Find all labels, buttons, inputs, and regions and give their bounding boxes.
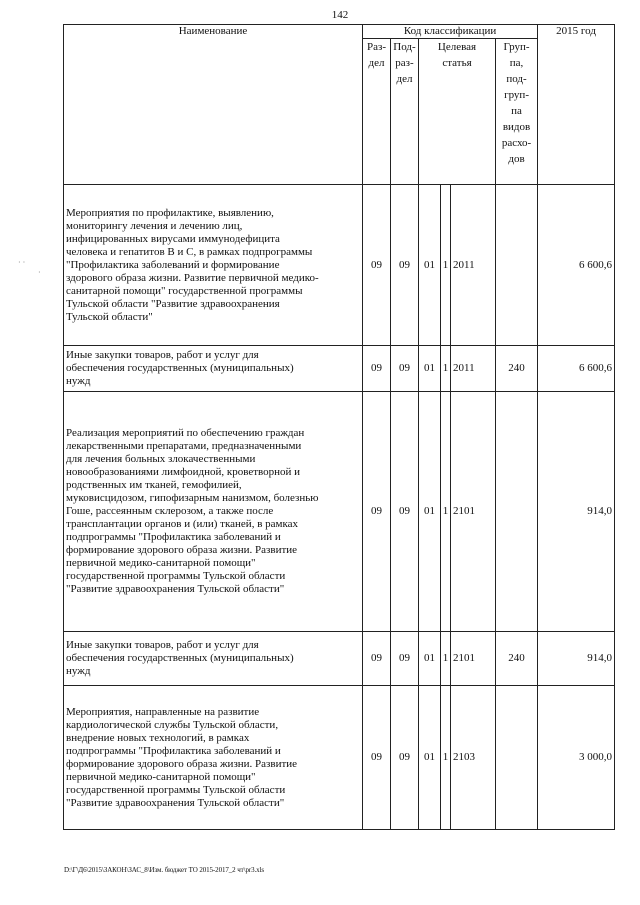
table-row (64, 392, 615, 632)
header-section (363, 39, 391, 185)
row-article-program: 01 (419, 392, 441, 632)
table-row (64, 346, 615, 392)
row-amount: 914,0 (538, 392, 615, 632)
row-section: 09 (363, 392, 391, 632)
header-classification-label: Код классификации (403, 25, 497, 37)
row-article-code: 2011 (451, 185, 496, 346)
header-expense-group (496, 39, 538, 185)
row-article-program: 01 (419, 686, 441, 830)
row-article-subprogram: 1 (441, 686, 451, 830)
row-expense-group: 240 (496, 632, 538, 686)
row-article-code: 2011 (451, 346, 496, 392)
row-article-subprogram: 1 (441, 632, 451, 686)
header-target-article (419, 39, 496, 185)
row-article-subprogram: 1 (441, 346, 451, 392)
row-amount: 3 000,0 (538, 686, 615, 830)
row-section: 09 (363, 346, 391, 392)
row-expense-group (496, 686, 538, 830)
row-subsection: 09 (391, 185, 419, 346)
budget-table (63, 24, 615, 830)
scan-mark: · · (18, 258, 26, 267)
row-amount: 6 600,6 (538, 346, 615, 392)
header-target-article-label: Целевая статья (437, 41, 477, 69)
row-article-subprogram: 1 (441, 392, 451, 632)
row-section: 09 (363, 632, 391, 686)
row-expense-group: 240 (496, 346, 538, 392)
header-year-label: 2015 год (556, 25, 596, 37)
row-expense-group (496, 392, 538, 632)
row-article-code: 2101 (451, 632, 496, 686)
row-article-program: 01 (419, 632, 441, 686)
row-article-code: 2103 (451, 686, 496, 830)
scan-mark: · (38, 268, 41, 277)
row-article-program: 01 (419, 346, 441, 392)
header-subsection (391, 39, 419, 185)
header-section-label: Раз- дел (366, 41, 386, 69)
row-subsection: 09 (391, 346, 419, 392)
header-expense-group-label: Груп- па, под- груп- па видов расхо- дов (501, 41, 532, 165)
table-row (64, 185, 615, 346)
row-subsection: 09 (391, 632, 419, 686)
row-expense-group (496, 185, 538, 346)
table-row (64, 686, 615, 830)
row-section: 09 (363, 686, 391, 830)
row-amount: 914,0 (538, 632, 615, 686)
row-amount: 6 600,6 (538, 185, 615, 346)
row-article-program: 01 (419, 185, 441, 346)
header-subsection-label: Под- раз- дел (393, 41, 416, 85)
row-section: 09 (363, 185, 391, 346)
header-year (538, 25, 615, 185)
header-classification-code (363, 25, 538, 39)
row-name: Мероприятия по профилактике, выявлению, мониторингу лечения и лечению лиц, инфицированных вирусами иммунодефицита человека и гепатитов В и С, в рамках подпрограммы "Профилактика заболеваний и формирование здорового образа жизни. Развитие первичной медико- санитарной помощи" государственной программы Тульской области "Развитие здравоохранения Тульской области" (64, 185, 363, 346)
header-name (64, 25, 363, 185)
page-number: 142 (331, 9, 349, 21)
table-row (64, 632, 615, 686)
footer-file-path: D:\Г\Д6\2015\ЗАКОН\ЗАС_8\Изм. бюджет ТО 2015-2017_2 чт\pr3.xls (64, 866, 264, 874)
row-article-code: 2101 (451, 392, 496, 632)
header-name-label: Наименование (178, 25, 248, 37)
row-subsection: 09 (391, 686, 419, 830)
row-name: Реализация мероприятий по обеспечению граждан лекарственными препаратами, предназначенными для лечения больных злокачественными новообразованиями лимфоидной, кроветворной и родственных им тканей, гемофилией, муковисцидозом, гипофизарным нанизмом, болезнью Гоше, рассеянным склерозом, а также после трансплантации органов и (или) тканей, в рамках подпрограммы "Профилактика заболеваний и формирование здорового образа жизни. Развитие первичной медико-санитарной помощи" государственной программы Тульской области "Развитие здравоохранения Тульской области" (64, 392, 363, 632)
header-row-top (64, 25, 615, 39)
row-name: Иные закупки товаров, работ и услуг для обеспечения государственных (муниципальных) нужд (64, 632, 363, 686)
row-name: Мероприятия, направленные на развитие кардиологической службы Тульской области, внедрение новых технологий, в рамках подпрограммы "Профилактика заболеваний и формирование здорового образа жизни. Развитие первичной медико-санитарной помощи" государственной программы Тульской области "Развитие здравоохранения Тульской области" (64, 686, 363, 830)
row-article-subprogram: 1 (441, 185, 451, 346)
row-name: Иные закупки товаров, работ и услуг для обеспечения государственных (муниципальных) нужд (64, 346, 363, 392)
row-subsection: 09 (391, 392, 419, 632)
